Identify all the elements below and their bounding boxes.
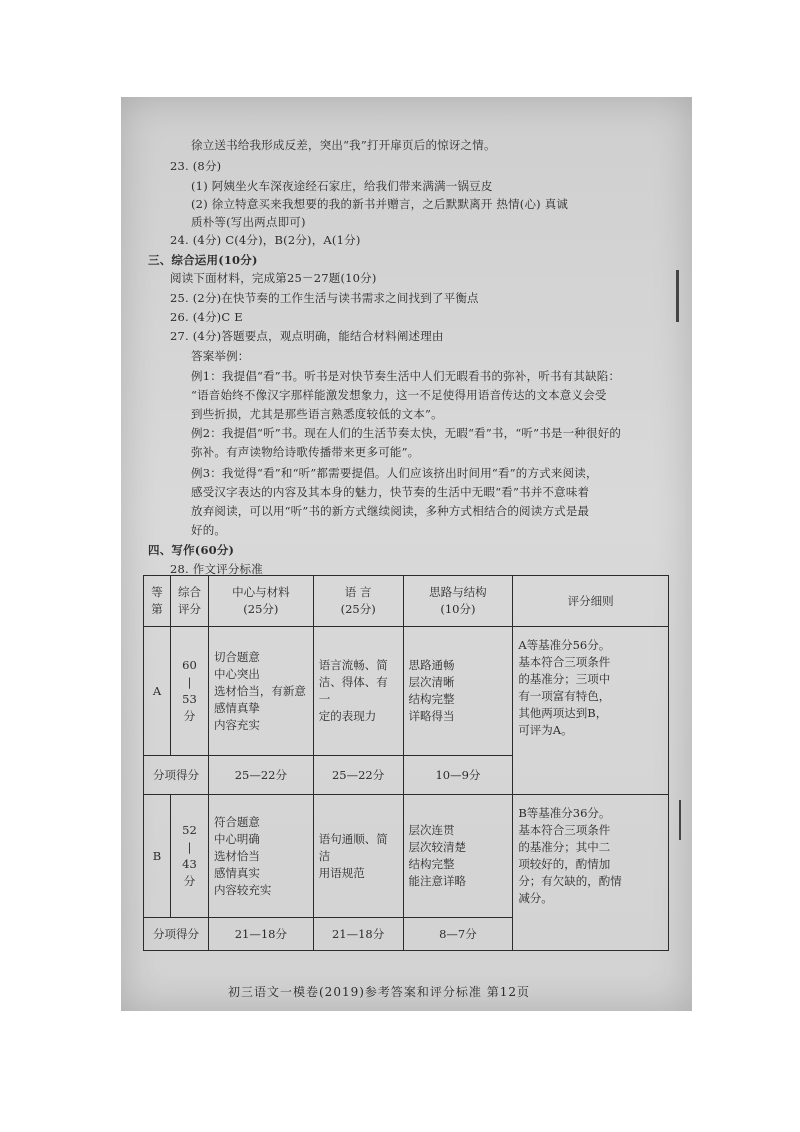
subscore-label-a: 分项得分 xyxy=(144,756,209,795)
text-line: 弥补。有声读物给诗歌传播带来更多可能”。 xyxy=(191,445,420,459)
grade-b: B xyxy=(144,795,171,918)
text-line: 例1：我提倡“看”书。听书是对快节奏生活中人们无暇看书的弥补，听书有其缺陷： xyxy=(191,369,621,383)
header-overall: 综合 评分 xyxy=(170,576,208,627)
section-4-heading: 四、写作(60分) xyxy=(148,543,235,557)
question-23-heading: 23. (8分) xyxy=(170,159,222,173)
language-a: 语言流畅、简 洁、得体、有一 定的表现力 xyxy=(313,627,403,756)
header-rules: 评分细则 xyxy=(513,576,669,627)
subscore-label-b: 分项得分 xyxy=(144,918,209,951)
question-25: 25. (2分)在快节奏的工作生活与读书需求之间找到了平衡点 xyxy=(170,291,479,305)
table-row-b xyxy=(144,795,669,918)
text-line: 例3：我觉得“看”和“听”都需要提倡。人们应该挤出时间用“看”的方式来阅读， xyxy=(191,466,598,480)
overall-a: 60 | 53 分 xyxy=(170,627,208,756)
grading-table xyxy=(143,575,669,951)
structure-a: 思路通畅 层次清晰 结构完整 详略得当 xyxy=(403,627,513,756)
subscore-structure-b: 8—7分 xyxy=(403,918,513,951)
question-27: 27. (4分)答题要点，观点明确，能结合材料阐述理由 xyxy=(170,329,444,343)
subscore-language-b: 21—18分 xyxy=(313,918,403,951)
text-line: 阅读下面材料，完成第25－27题(10分) xyxy=(170,271,377,285)
content-a: 切合题意 中心突出 选材恰当，有新意 感情真挚 内容充实 xyxy=(208,627,313,756)
text-line: 质朴等(写出两点即可) xyxy=(191,215,306,229)
header-structure: 思路与结构 (10分) xyxy=(403,576,513,627)
rules-b: B等基准分36分。 基本符合三项条件 的基准分；其中二 项较好的，酌情加 分；有欠缺的，酌情 减分。 xyxy=(513,795,669,951)
text-line: (1) 阿姨坐火车深夜途经石家庄，给我们带来满满一锅豆皮 xyxy=(191,179,493,193)
text-line: (2) 徐立特意买来我想要的我的新书并赠言，之后默默离开 热情(心) 真诚 xyxy=(191,197,569,211)
page-edge-mark xyxy=(679,800,681,840)
subscore-content-b: 21—18分 xyxy=(208,918,313,951)
subscore-structure-a: 10—9分 xyxy=(403,756,513,795)
text-line: 徐立送书给我形成反差，突出“我”打开扉页后的惊讶之情。 xyxy=(191,138,496,152)
table-row-a xyxy=(144,627,669,756)
language-b: 语句通顺、简洁 用语规范 xyxy=(313,795,403,918)
subscore-language-a: 25—22分 xyxy=(313,756,403,795)
structure-b: 层次连贯 层次较清楚 结构完整 能注意详略 xyxy=(403,795,513,918)
content-b: 符合题意 中心明确 选材恰当 感情真实 内容较充实 xyxy=(208,795,313,918)
page-edge-mark xyxy=(676,270,679,322)
header-grade: 等 第 xyxy=(144,576,171,627)
grade-a: A xyxy=(144,627,171,756)
text-line: 到些折损，尤其是那些语言熟悉度较低的文本”。 xyxy=(191,407,443,421)
subscore-content-a: 25—22分 xyxy=(208,756,313,795)
header-content: 中心与材料 (25分) xyxy=(208,576,313,627)
overall-b: 52 | 43 分 xyxy=(170,795,208,918)
text-line: 好的。 xyxy=(191,523,227,537)
text-line: 感受汉字表达的内容及其本身的魅力，快节奏的生活中无暇“看”书并不意味着 xyxy=(191,485,590,499)
header-language: 语 言 (25分) xyxy=(313,576,403,627)
text-line: “语音始终不像汉字那样能激发想象力，这一不足使得用语音传达的文本意义会受 xyxy=(191,388,607,402)
section-3-heading: 三、综合运用(10分) xyxy=(148,253,258,267)
page-footer: 初三语文一模卷(2019)参考答案和评分标准 第12页 xyxy=(228,985,530,999)
question-24: 24. (4分) C(4分)，B(2分)，A(1分) xyxy=(170,233,361,247)
question-28: 28. 作文评分标准 xyxy=(170,562,263,576)
rules-a: A等基准分56分。 基本符合三项条件 的基准分；三项中 有一项富有特色， 其他两项达到B， 可评为A。 xyxy=(513,627,669,795)
question-26: 26. (4分)C E xyxy=(170,310,243,324)
text-line: 答案举例： xyxy=(191,349,250,363)
table-header-row xyxy=(144,576,669,627)
text-line: 例2：我提倡“听”书。现在人们的生活节奏太快，无暇“看”书，“听”书是一种很好的 xyxy=(191,426,622,440)
text-line: 放弃阅读，可以用“听”书的新方式继续阅读，多种方式相结合的阅读方式是最 xyxy=(191,504,590,518)
